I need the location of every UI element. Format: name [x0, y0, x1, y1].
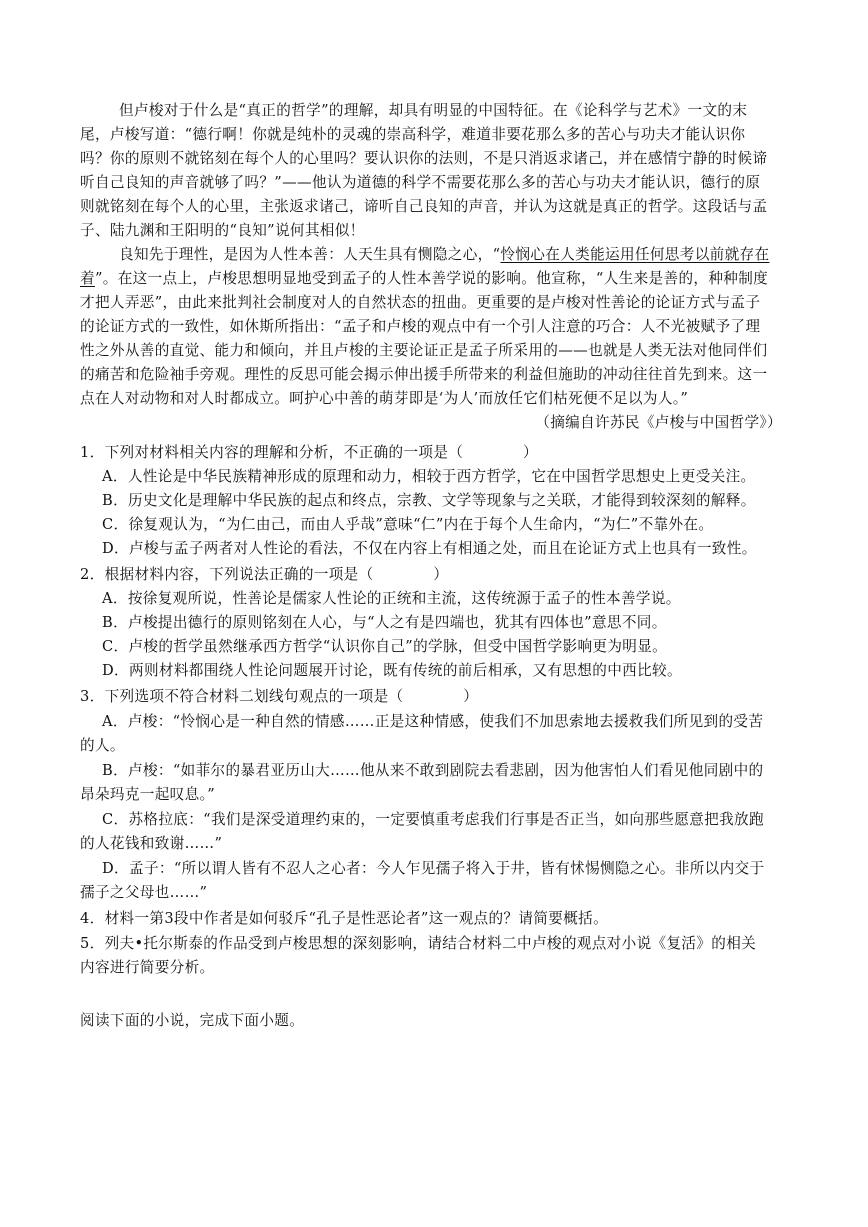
q3-option-d: D．孟子：“所以谓人皆有不忍人之心者：今人乍见孺子将入于井，皆有怵惕恻隐之心。非所以内交于: [102, 860, 765, 877]
underlined-sentence: 怜悯心在人类能运用任何思考以前就存在: [500, 246, 770, 263]
question-1-stem: 1．下列对材料相关内容的理解和分析，不正确的一项是（ ）: [80, 444, 538, 461]
question-5: 5．列夫•托尔斯泰的作品受到卢梭思想的深刻影响，请结合材料二中卢梭的观点对小说《复活》的相关: [80, 935, 757, 952]
q3-option-b: B．卢梭：“如菲尔的暴君亚历山大……他从来不敢到剧院去看悲剧，因为他害怕人们看见他同剧中的: [102, 762, 764, 779]
q3-option-d-cont: 孺子之父母也……”: [80, 884, 208, 901]
passage-line: 则就铭刻在每个人的心里，主张返求诸己，谛听自己良知的声音，并认为这就是真正的哲学。这段话与孟: [80, 198, 768, 215]
q2-option-b: B．卢梭提出德行的原则铭刻在人心，与“人之有是四端也，犹其有四体也”意思不同。: [102, 614, 667, 631]
q2-option-c: C．卢梭的哲学虽然继承西方哲学“认识你自己”的学脉，但受中国哲学影响更为明显。: [102, 638, 668, 655]
q3-option-a-cont: 的人。: [80, 737, 125, 754]
passage-text: 良知先于理性，是因为人性本善：人天生具有恻隐之心，“: [119, 246, 501, 263]
passage-line: 尾，卢梭写道：“德行啊！你就是纯朴的灵魂的崇高科学，难道非要花那么多的苦心与功夫才能认识你: [80, 126, 746, 143]
q1-option-c: C．徐复观认为，“为仁由己，而由人乎哉”意味“仁”内在于每个人生命内，“为仁”不靠外在。: [102, 516, 714, 533]
passage-line: 的论证方式的一致性，如休斯所指出：“孟子和卢梭的观点中有一个引人注意的巧合：人不光被赋予了理: [80, 318, 761, 335]
passage-line: [119, 243, 829, 267]
q3-option-a: A．卢梭：“怜悯心是一种自然的情感……正是这种情感，使我们不加思索地去援救我们所见到的受苦: [102, 713, 764, 730]
passage-line: 但卢梭对于什么是“真正的哲学”的理解，却具有明显的中国特征。在《论科学与艺术》一文的末: [119, 102, 748, 119]
question-3-stem: 3．下列选项不符合材料二划线句观点的一项是（ ）: [80, 688, 479, 705]
reading-instruction: 阅读下面的小说，完成下面小题。: [80, 1012, 305, 1029]
q1-option-b: B．历史文化是理解中华民族的起点和终点，宗教、文学等现象与之关联，才能得到较深刻的解释。: [102, 492, 756, 509]
q3-option-b-cont: 昂朵玛克一起叹息。”: [80, 786, 216, 803]
q1-option-a: A．人性论是中华民族精神形成的原理和动力，相较于西方哲学，它在中国哲学思想史上更受关注。: [102, 468, 756, 485]
passage-line: 性之外从善的直觉、能力和倾向，并且卢梭的主要论证正是孟子所采用的——也就是人类无法对他同伴们: [80, 342, 768, 359]
q3-option-c: C．苏格拉底：“我们是深受道理约束的，一定要慎重考虑我们行事是否正当，如向那些愿意把我放跑: [102, 811, 764, 828]
q3-option-c-cont: 的人花钱和致谢……”: [80, 835, 223, 852]
passage-line: 吗？你的原则不就铭刻在每个人的心里吗？要认识你的法则，不是只消返求诸己，并在感情宁静的时候谛: [80, 150, 768, 167]
question-5-cont: 内容进行简要分析。: [80, 959, 215, 976]
passage-line: 听自己良知的声音就够了吗？”——他认为道德的科学不需要花那么多的苦心与功夫才能认识，德行的原: [80, 174, 761, 191]
passage-text: ”。在这一点上，卢梭思想明显地受到孟子的人性本善学说的影响。他宣称，“人生来是善的，种种制度: [94, 270, 769, 287]
q1-option-d: D．卢梭与孟子两者对人性论的看法，不仅在内容上有相通之处，而且在论证方式上也具有一致性。: [102, 540, 757, 557]
underlined-sentence: 着: [80, 270, 95, 287]
passage-line: 点在人对动物和对人时都成立。呵护心中善的萌芽即是‘为人’而放任它们枯死便不足以为人。”: [80, 390, 689, 407]
source-citation: （摘编自许苏民《卢梭与中国哲学》）: [535, 414, 782, 431]
passage-line: 子、陆九渊和王阳明的“良知”说何其相似！: [80, 222, 365, 239]
passage-line: 的痛苦和危险袖手旁观。理性的反思可能会揭示伸出援手所带来的利益但施助的冲动往往首先到来。这一: [80, 366, 768, 383]
q2-option-a: A．按徐复观所说，性善论是儒家人性论的正统和主流，这传统源于孟子的性本善学说。: [102, 590, 681, 607]
question-2-stem: 2．根据材料内容，下列说法正确的一项是（ ）: [80, 566, 449, 583]
question-4: 4．材料一第3段中作者是如何驳斥“孔子是性恶论者”这一观点的？请简要概括。: [80, 910, 609, 927]
passage-line: 才把人弄恶”，由此来批判社会制度对人的自然状态的扭曲。更重要的是卢梭对性善论的论证方式与孟子: [80, 294, 761, 311]
q2-option-d: D．两则材料都围绕人性论问题展开讨论，既有传统的前后相承，又有思想的中西比较。: [102, 662, 682, 679]
passage-line: [80, 267, 790, 291]
